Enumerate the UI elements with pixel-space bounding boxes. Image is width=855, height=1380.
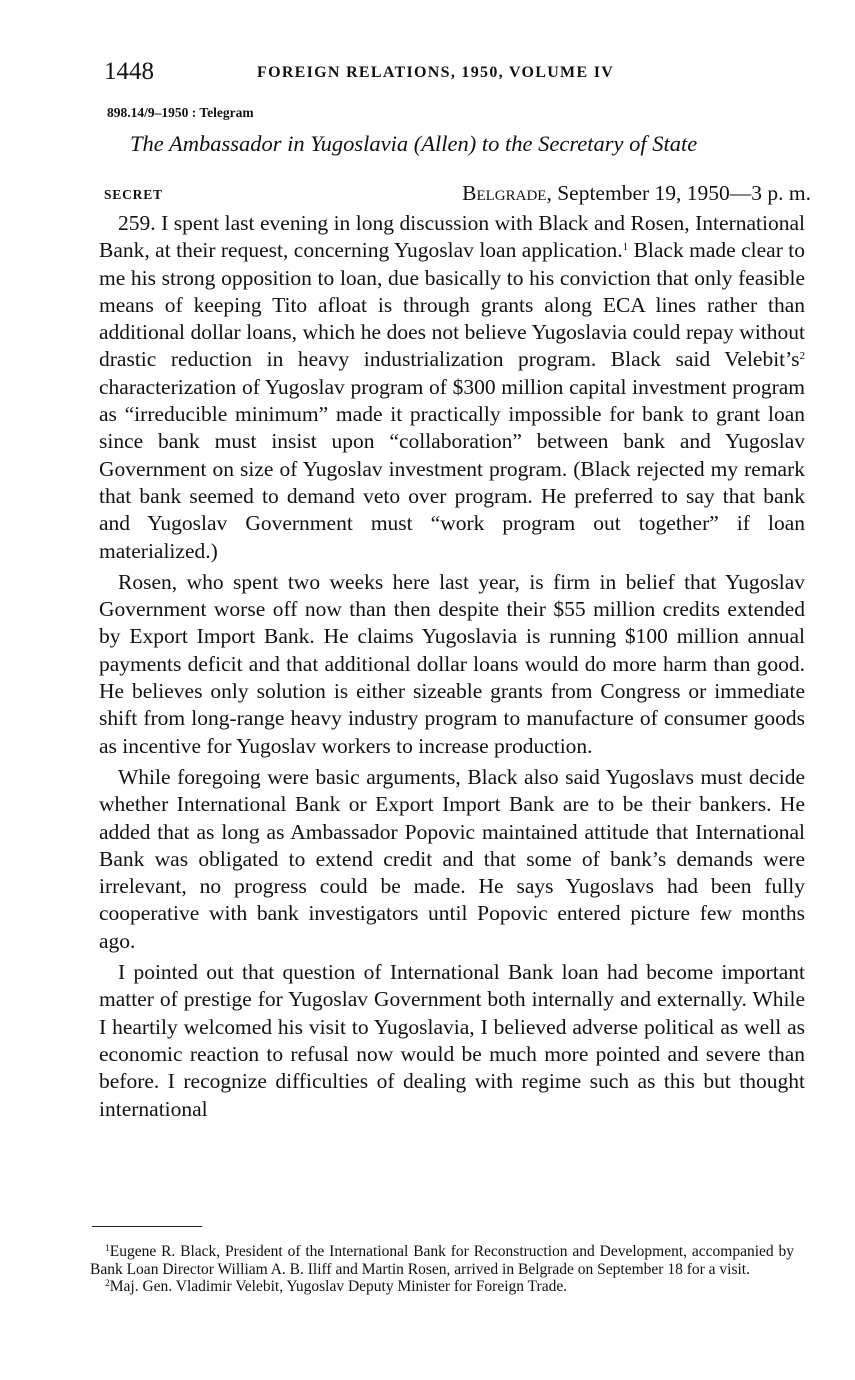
paragraph xyxy=(99,210,805,565)
footnote xyxy=(90,1243,794,1278)
footnote-marker[interactable]: 2 xyxy=(799,350,805,363)
paragraph-text: Black made clear to me his strong opposition to loan, due basically to his conviction that only feasible means of keeping Tito afloat is through grants along ECA lines rather than additional dollar loans, which he does not believe Yugoslavia could repay without drastic reduction in heavy industrialization program. Black said Velebit’s xyxy=(99,238,805,372)
footnote-number: 2 xyxy=(105,1279,110,1289)
dateline xyxy=(462,181,811,206)
dateline-date: September 19, 1950—3 p. m. xyxy=(551,181,811,205)
footnote-divider xyxy=(92,1226,202,1227)
footnote-marker[interactable]: 1 xyxy=(622,241,629,254)
footnote-text: Maj. Gen. Vladimir Velebit, Yugoslav Deputy Minister for Foreign Trade. xyxy=(109,1278,568,1295)
footnote-number: 1 xyxy=(105,1244,110,1254)
dateline-place: Belgrade, xyxy=(462,181,552,205)
paragraph: Rosen, who spent two weeks here last year, is firm in belief that Yugoslav Government worse off now than then despite their $55 million credits extended by Export Import Bank. He claims Yugoslavia is running $100 million annual payments deficit and that additional dollar loans would do more harm than good. He believes only solution is either sizeable grants from Congress or immediate shift from long-range heavy industry program to manufacture of consumer goods as incentive for Yugoslav workers to increase production. xyxy=(99,569,805,758)
page-header xyxy=(104,58,804,88)
footnote-text: Eugene R. Black, President of the International Bank for Reconstruction and Development, accompanied by Bank Loan Director William A. B. Iliff and Martin Rosen, arrived in Belgrade on September 18 for a visit. xyxy=(90,1243,794,1278)
paragraph: I pointed out that question of International Bank loan had become important matter of prestige for Yugoslav Government both internally and externally. While I heartily welcomed his visit to Yugoslavia, I believed adverse political as well as economic reaction to refusal now would be much more pointed and severe than before. I recognize difficulties of dealing with regime such as this but thought international xyxy=(99,960,805,1121)
paragraph-text: characterization of Yugoslav program of $300 million capital investment program as “irreducible minimum” made it practically impossible for bank to grant loan since bank must insist upon “collaboration” between bank and Yugoslav Government on size of Yugoslav investment program. (Black rejected my remark that bank seemed to demand veto over program. He preferred to say that bank and Yugoslav Government must “work program out together” if loan materialized.) xyxy=(99,374,805,563)
classification-label: SECRET xyxy=(104,187,163,202)
file-reference: 898.14/9–1950 : Telegram xyxy=(107,105,254,120)
document-title: The Ambassador in Yugoslavia (Allen) to the Secretary of State xyxy=(130,131,698,156)
page-number: 1448 xyxy=(104,58,154,85)
paragraph: While foregoing were basic arguments, Black also said Yugoslavs must decide whether International Bank or Export Import Bank are to be their bankers. He added that as long as Ambassador Popovic maintained attitude that International Bank was obligated to extend credit and that some of bank’s demands were irrelevant, no progress could be made. He says Yugoslavs had been fully cooperative with bank investigators until Popovic entered picture few months ago. xyxy=(99,764,805,953)
footnotes xyxy=(90,1243,794,1296)
paragraph-text: 259. I spent last evening in long discussion with Black and Rosen, International Bank, at their request, concerning Yugoslav loan application. xyxy=(99,211,805,263)
footnote xyxy=(90,1278,794,1296)
telegram-body xyxy=(99,210,805,1127)
running-head: FOREIGN RELATIONS, 1950, VOLUME IV xyxy=(257,64,615,81)
